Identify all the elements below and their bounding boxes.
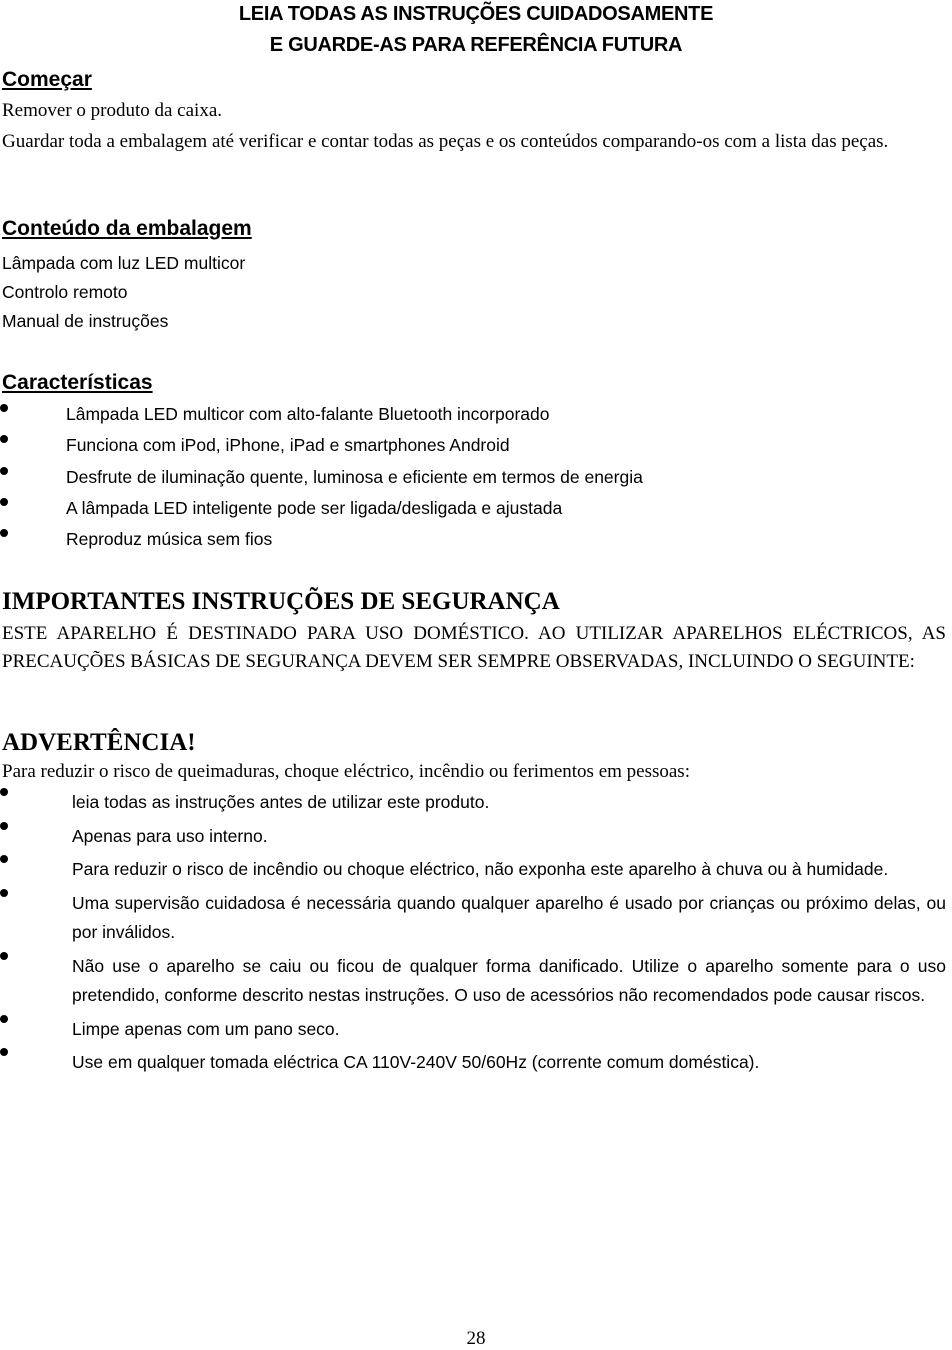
list-item: Funciona com iPod, iPhone, iPad e smartphones Android <box>0 435 950 466</box>
bullet-icon <box>0 404 8 412</box>
bullet-icon <box>0 1048 8 1056</box>
start-line-1: Remover o produto da caixa. <box>2 100 223 121</box>
bullet-icon <box>0 435 8 443</box>
page-number: 28 <box>466 1328 486 1349</box>
bullet-icon <box>0 889 8 897</box>
bullet-icon <box>0 467 8 475</box>
start-paragraph: Guardar toda a embalagem até verificar e contar todas as peças e os conteúdos comparando-os com a lista das peças. <box>2 131 889 152</box>
warning-heading: ADVERTÊNCIA! <box>2 729 196 756</box>
contents-item: Manual de instruções <box>2 311 169 331</box>
start-heading: Começar <box>2 68 92 91</box>
list-item: Reproduz música sem fios <box>0 529 950 560</box>
list-item: Uma supervisão cuidadosa é necessária quando qualquer aparelho é usado por crianças ou próximo delas, ou por inválidos. <box>0 889 946 948</box>
features-heading: Características <box>2 371 153 394</box>
warning-intro: Para reduzir o risco de queimaduras, choque eléctrico, incêndio ou ferimentos em pessoas: <box>2 761 690 782</box>
bullet-icon <box>0 529 8 537</box>
safety-heading: IMPORTANTES INSTRUÇÕES DE SEGURANÇA <box>2 588 560 615</box>
bullet-icon <box>0 855 8 863</box>
list-item: Apenas para uso interno. <box>0 822 946 852</box>
header-title-line-1: LEIA TODAS AS INSTRUÇÕES CUIDADOSAMENTE <box>238 3 714 25</box>
list-item: Use em qualquer tomada eléctrica CA 110V-240V 50/60Hz (corrente comum doméstica). <box>0 1048 946 1078</box>
bullet-icon <box>0 952 8 960</box>
bullet-icon <box>0 788 8 796</box>
safety-paragraph: ESTE APARELHO É DESTINADO PARA USO DOMÉSTICO. AO UTILIZAR APARELHOS ELÉCTRICOS, AS PRECAUÇÕES BÁSICAS DE SEGURANÇA DEVEM SER SEMPRE OBSERVADAS, INCLUINDO O SEGUINTE: <box>2 623 946 672</box>
bullet-icon <box>0 498 8 506</box>
list-item: Para reduzir o risco de incêndio ou choque eléctrico, não exponha este aparelho à chuva ou à humidade. <box>0 855 946 885</box>
features-list <box>0 404 950 560</box>
warning-list <box>0 788 946 1082</box>
contents-heading: Conteúdo da embalagem <box>2 217 252 240</box>
list-item: Não use o aparelho se caiu ou ficou de qualquer forma danificado. Utilize o aparelho somente para o uso pretendido, conforme descrito nestas instruções. O uso de acessórios não recomendados pode causar riscos. <box>0 952 946 1011</box>
bullet-icon <box>0 822 8 830</box>
list-item: Lâmpada LED multicor com alto-falante Bluetooth incorporado <box>0 404 950 435</box>
contents-item: Controlo remoto <box>2 282 128 302</box>
list-item: Desfrute de iluminação quente, luminosa e eficiente em termos de energia <box>0 467 950 498</box>
contents-item: Lâmpada com luz LED multicor <box>2 253 246 273</box>
bullet-icon <box>0 1015 8 1023</box>
list-item: A lâmpada LED inteligente pode ser ligada/desligada e ajustada <box>0 498 950 529</box>
header-title-line-2: E GUARDE-AS PARA REFERÊNCIA FUTURA <box>269 34 683 56</box>
list-item: leia todas as instruções antes de utilizar este produto. <box>0 788 946 818</box>
list-item: Limpe apenas com um pano seco. <box>0 1015 946 1045</box>
